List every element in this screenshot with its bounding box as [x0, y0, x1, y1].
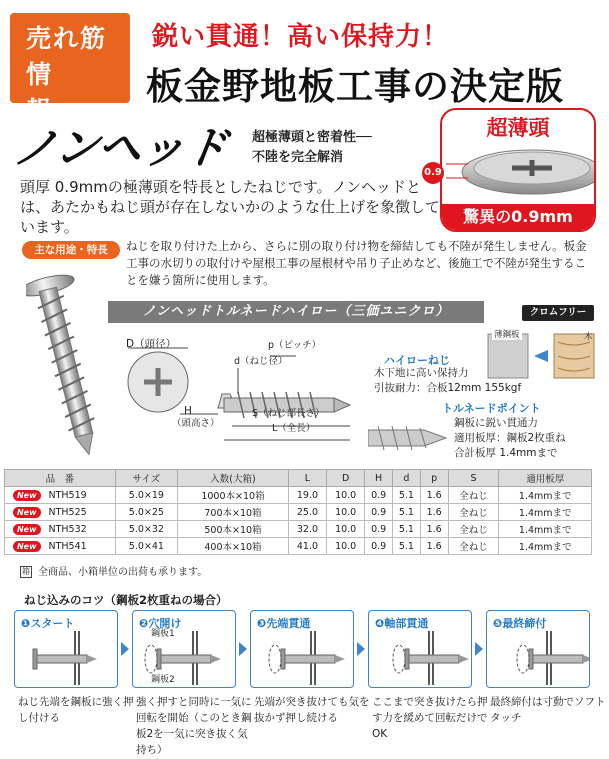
col-header: サイズ: [115, 470, 177, 487]
table-cell: 1.6: [420, 521, 448, 538]
head-height-label: H: [184, 405, 192, 417]
tip-step-5: [486, 610, 590, 688]
col-header: L: [288, 470, 326, 487]
table-cell: 0.9: [365, 538, 393, 555]
table-cell: 500本×10箱: [178, 521, 289, 538]
screw-illustration: [26, 262, 116, 462]
screw-head-icon: [442, 138, 596, 208]
thread-length-label: S（ねじ部長さ）: [252, 408, 325, 419]
plate1-label: 鋼板1: [151, 629, 175, 639]
table-cell: 400本×10箱: [178, 538, 289, 555]
table-cell: 10.0: [327, 504, 365, 521]
brand-name: ノンヘッド: [9, 123, 231, 174]
col-header: p: [420, 470, 448, 487]
new-badge: [5, 487, 49, 504]
table-cell: 0.9: [365, 504, 393, 521]
tornado-line2: 適用板厚：鋼板2枚重ね: [454, 432, 566, 444]
new-badge-label: New: [13, 490, 41, 501]
col-header: 品 番: [5, 470, 116, 487]
subcopy-line1: 超極薄頭と密着性──: [252, 130, 372, 145]
tagline: 鋭い貫通！高い保持力！: [152, 22, 450, 52]
table-cell: 5.1: [393, 521, 421, 538]
table-footnote: 全商品、小箱単位の出荷も承ります。: [38, 567, 208, 578]
table-cell: 25.0: [288, 504, 326, 521]
table-cell: 1.4mmまで: [499, 504, 592, 521]
table-cell: 5.0×32: [115, 521, 177, 538]
table-cell: 10.0: [327, 521, 365, 538]
hilo-line2: 引抜耐力：合板12mm 155kgf: [374, 382, 522, 394]
table-cell: NTH519: [49, 487, 116, 504]
usage-label: 主な用途・特長: [22, 241, 120, 259]
tip-step-4: [368, 610, 472, 688]
thread-diameter-label: d（ねじ径）: [234, 356, 288, 367]
table-cell: 全ねじ: [448, 538, 499, 555]
table-cell: 0.9: [365, 487, 393, 504]
tip-step-caption: 強く押すと同時に一気に回転を開始（このとき鋼板2を一気に突き抜く気持ち）: [136, 696, 252, 756]
plate2-label: 鋼板2: [151, 675, 175, 685]
thin-head-title: 超薄頭: [486, 116, 550, 140]
table-cell: 700本×10箱: [178, 504, 289, 521]
table-cell: 1.6: [420, 487, 448, 504]
screw-driving-icon: [251, 629, 354, 687]
tip-step-title: ❺最終締付: [493, 617, 547, 630]
thin-head-banner: 驚異の0.9mm: [442, 204, 594, 230]
intro-text: 頭厚 0.9mmの極薄頭を特長としたねじです。ノンヘッドとは、あたかもねじ頭が存在しないかのような仕上げを象徴しています。: [20, 178, 441, 236]
new-badge-label: New: [13, 524, 41, 535]
table-cell: 1.4mmまで: [499, 521, 592, 538]
screw-driving-icon: [133, 629, 236, 687]
table-header-row: [5, 470, 592, 487]
col-header: 適用板厚: [499, 470, 592, 487]
step-arrow-icon: [239, 642, 247, 656]
col-header: d: [393, 470, 421, 487]
table-cell: 5.1: [393, 538, 421, 555]
table-cell: 全ねじ: [448, 521, 499, 538]
table-cell: 全ねじ: [448, 504, 499, 521]
tip-step-caption: ねじ先端を鋼板に強く押し付ける: [18, 696, 134, 724]
tips-title: ねじ込みのコツ（鋼板2枚重ねの場合）: [24, 593, 228, 607]
new-badge-label: New: [13, 541, 41, 552]
table-cell: 10.0: [327, 487, 365, 504]
hot-item-badge: [10, 13, 130, 125]
table-cell: 5.0×19: [115, 487, 177, 504]
table-cell: 1.6: [420, 504, 448, 521]
table-cell: 19.0: [288, 487, 326, 504]
table-cell: NTH532: [49, 521, 116, 538]
table-cell: 1.4mmまで: [499, 538, 592, 555]
tip-step-title: ❸先端貫通: [257, 617, 311, 630]
table-cell: 1.4mmまで: [499, 487, 592, 504]
table-cell: 41.0: [288, 538, 326, 555]
new-badge: [5, 521, 49, 538]
tip-step-title: ❹軸部貫通: [375, 617, 429, 630]
subcopy-line2: 不陸を完全解消: [252, 150, 344, 165]
table-row: [5, 538, 592, 555]
table-cell: 5.0×41: [115, 538, 177, 555]
table-row: [5, 521, 592, 538]
screw-driving-icon: [369, 629, 472, 687]
table-cell: NTH541: [49, 538, 116, 555]
tornado-line1: 鋼板に鋭い貫通力: [454, 417, 538, 429]
usage-text: ねじを取り付けた上から、さらに別の取り付け物を締結しても不陸が発生しません。板金工事の水切りの取付けや屋根工事の屋根材や吊り子止めなど、後施工で不陸が発生することを嫌う箇所に使用します。: [126, 239, 587, 287]
thin-head-badge: [440, 108, 596, 232]
wood-label: 木: [584, 332, 593, 342]
badge-line1: 売れ筋: [26, 24, 108, 53]
table-row: [5, 504, 592, 521]
new-badge-label: New: [13, 507, 41, 518]
product-name-bar: ノンヘッドトルネードハイロー（三価ユニクロ）: [108, 301, 484, 323]
tip-step-title: ❶スタート: [21, 617, 75, 630]
col-header: S: [448, 470, 499, 487]
table-cell: 5.1: [393, 504, 421, 521]
tip-step-caption: 最終締付は寸動でソフトタッチ: [490, 696, 606, 724]
screw-driving-icon: [487, 629, 590, 687]
table-cell: 0.9: [365, 521, 393, 538]
head-diameter-label: D（頭径）: [126, 338, 177, 350]
step-arrow-icon: [475, 642, 483, 656]
tip-step-1: [14, 610, 118, 688]
head-height-sub: （頭高さ）: [172, 418, 220, 429]
table-cell: NTH525: [49, 504, 116, 521]
plate-label: 薄鋼板: [494, 330, 520, 340]
tornado-point-icon: [368, 416, 448, 456]
new-badge: [5, 504, 49, 521]
col-header: H: [365, 470, 393, 487]
screw-driving-icon: [15, 629, 118, 687]
thickness-marker: 0.9: [422, 162, 444, 184]
step-arrow-icon: [121, 642, 129, 656]
tip-step-caption: 先端が突き抜けても気を抜かず押し続ける: [254, 696, 370, 724]
box-icon: 箱: [22, 567, 30, 576]
table-cell: 32.0: [288, 521, 326, 538]
headline: 板金野地板工事の決定版: [146, 65, 564, 108]
col-header: D: [327, 470, 365, 487]
table-cell: 5.0×25: [115, 504, 177, 521]
hilo-title: ハイローねじ: [384, 354, 450, 367]
table-cell: 全ねじ: [448, 487, 499, 504]
chrome-free-label: クロムフリー: [522, 305, 594, 321]
tornado-title: トルネードポイント: [442, 402, 541, 415]
spec-table: [4, 469, 592, 555]
table-cell: 10.0: [327, 538, 365, 555]
tip-step-caption: ここまで突き抜けたら押す力を緩めて回転だけでOK: [372, 696, 488, 740]
table-cell: 1000本×10箱: [178, 487, 289, 504]
hilo-line1: 木下地に高い保持力: [374, 367, 469, 379]
table-cell: 1.6: [420, 538, 448, 555]
new-badge: [5, 538, 49, 555]
tip-step-title: ❷穴開け: [139, 617, 182, 630]
badge-line2: 情報: [26, 60, 82, 125]
pitch-label: p（ピッチ）: [268, 340, 322, 351]
subcopy: [252, 128, 372, 168]
table-row: [5, 487, 592, 504]
col-header: 入数(大箱): [178, 470, 289, 487]
table-cell: 5.1: [393, 487, 421, 504]
total-length-label: L（全長）: [272, 423, 316, 434]
tip-step-3: [250, 610, 354, 688]
tornado-line3: 合計板厚 1.4mmまで: [454, 447, 558, 459]
tip-step-2: [132, 610, 236, 688]
step-arrow-icon: [357, 642, 365, 656]
